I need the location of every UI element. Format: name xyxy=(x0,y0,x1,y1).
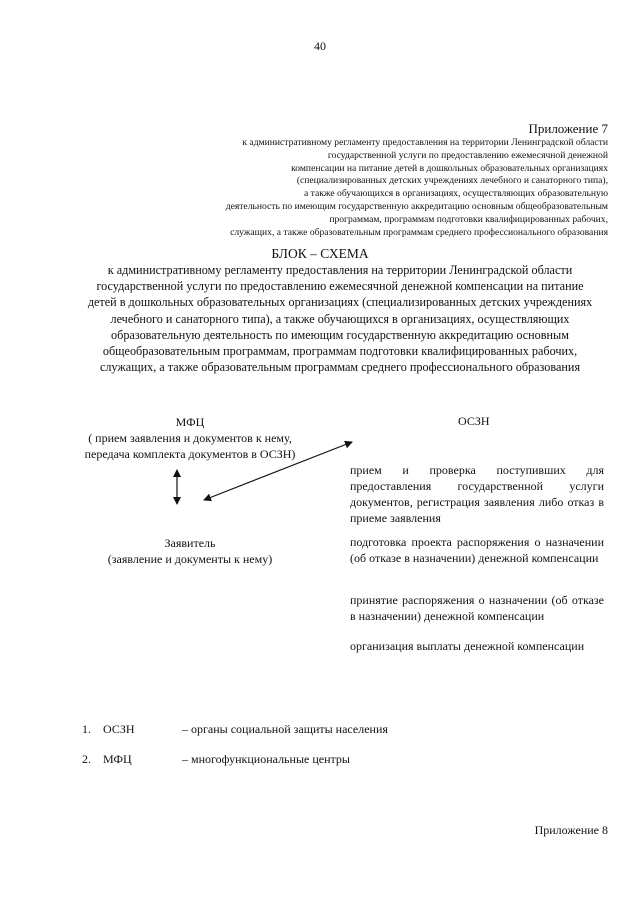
appendix-7-line: к административному регламенту предоставления на территории Ленинградской области xyxy=(242,137,608,148)
block-scheme-line: служащих, а также образовательным программам среднего профессионального образования xyxy=(99,360,581,375)
legend-number: 2. xyxy=(82,752,91,766)
appendix-8-title: Приложение 8 xyxy=(534,823,608,837)
legend-number: 1. xyxy=(82,722,91,736)
block-scheme-line: образовательную деятельность по имеющим государственную аккредитацию основным xyxy=(111,327,569,342)
block-scheme-line: лечебного и санаторного типа), а также обучающихся в организациях, осуществляющих xyxy=(110,311,570,326)
applicant-title: Заявитель xyxy=(164,536,216,550)
appendix-7-line: (специализированных детских учреждениях лечебного и санаторного типа), xyxy=(296,175,608,187)
appendix-7-line: компенсации на питание детей в дошкольных образовательных организациях xyxy=(291,162,608,174)
appendix-7-line: деятельность по имеющим государственную аккредитацию основным общеобразовательным xyxy=(225,200,608,212)
block-scheme-line: к административному регламенту предоставления на территории Ленинградской области xyxy=(107,263,573,277)
appendix-7-line: а также обучающихся в организациях, осуществляющих образовательную xyxy=(304,188,608,200)
block-scheme-line: общеобразовательным программам, программам подготовки квалифицированных рабочих, xyxy=(102,344,578,359)
oszn-step: подготовка проекта распоряжения о назначении (об отказе в назначении) денежной компенсации xyxy=(350,535,604,565)
mfc-description-line: ( прием заявления и документов к нему, xyxy=(88,431,292,445)
appendix-7-line: государственной услуги по предоставлению ежемесячной денежной xyxy=(327,149,608,161)
block-scheme-line: государственной услуги по предоставлению ежемесячной денежной компенсации на питание xyxy=(96,279,584,294)
appendix-7-title: Приложение 7 xyxy=(528,121,608,136)
oszn-step: принятие распоряжения о назначении (об отказе в назначении) денежной компенсации xyxy=(350,593,604,623)
appendix-7-line: служащих, а также образовательным программам среднего профессионального образования xyxy=(230,226,608,238)
applicant-description: (заявление и документы к нему) xyxy=(107,552,273,566)
legend-abbreviation: ОСЗН xyxy=(103,722,135,736)
mfc-title: МФЦ xyxy=(175,415,205,429)
legend-description: – многофункциональные центры xyxy=(182,752,350,766)
block-scheme-title: БЛОК – СХЕМА xyxy=(271,246,369,261)
appendix-7-line: программам, программам подготовки квалифицированных рабочих, xyxy=(329,213,608,225)
oszn-title: ОСЗН xyxy=(458,414,490,428)
legend-item xyxy=(82,752,350,767)
applicant-oszn-arrow xyxy=(204,442,352,500)
legend-description: – органы социальной защиты населения xyxy=(182,722,388,736)
oszn-step: организация выплаты денежной компенсации xyxy=(350,639,585,653)
mfc-description-line: передача комплекта документов в ОСЗН) xyxy=(84,447,296,461)
oszn-step: прием и проверка поступивших для предоставления государственной услуги документов, регистрация заявления либо отказ в приеме заявления xyxy=(350,463,604,525)
block-scheme-line: детей в дошкольных образовательных организациях (специализированных детских учреждениях xyxy=(87,295,593,310)
legend-abbreviation: МФЦ xyxy=(103,752,132,766)
page-number: 40 xyxy=(314,39,326,53)
legend-item xyxy=(82,722,388,737)
